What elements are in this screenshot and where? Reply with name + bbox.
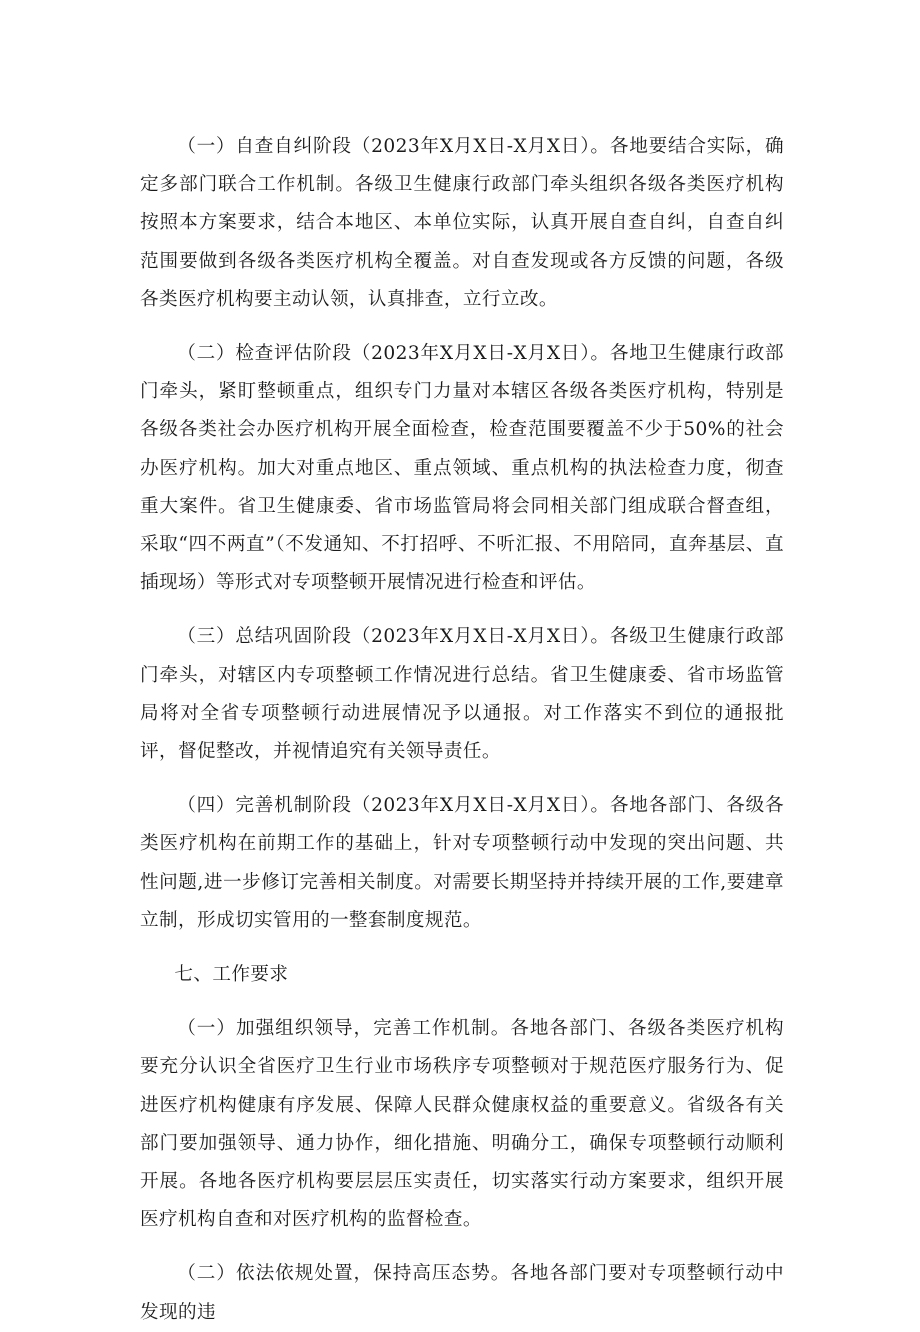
document-page — [140, 128, 784, 1332]
paragraph-phase-inspection-evaluation: （二）检查评估阶段（2023年X月X日-X月X日）。各地卫生健康行政部门牵头，紧盯整顿重点，组织专门力量对本辖区各级各类医疗机构，特别是各级各类社会办医疗机构开展全面检查，检查范围要覆盖不少于50%的社会办医疗机构。加大对重点地区、重点领域、重点机构的执法检查力度，彻查重大案件。省卫生健康委、省市场监管局将会同相关部门组成联合督查组，采取“四不两直”（不发通知、不打招呼、不听汇报、不用陪同，直奔基层、直插现场）等形式对专项整顿开展情况进行检查和评估。 — [140, 343, 784, 594]
paragraph-phase-summary-consolidation: （三）总结巩固阶段（2023年X月X日-X月X日）。各级卫生健康行政部门牵头，对辖区内专项整顿工作情况进行总结。省卫生健康委、省市场监管局将对全省专项整顿行动进展情况予以通报。对工作落实不到位的通报批评，督促整改，并视情追究有关领导责任。 — [140, 626, 784, 763]
paragraph-phase-self-inspection: （一）自查自纠阶段（2023年X月X日-X月X日）。各地要结合实际，确定多部门联合工作机制。各级卫生健康行政部门牵头组织各级各类医疗机构按照本方案要求，结合本地区、本单位实际，认真开展自查自纠，自查自纠范围要做到各级各类医疗机构全覆盖。对自查发现或各方反馈的问题，各级各类医疗机构要主动认领，认真排查，立行立改。 — [140, 136, 784, 310]
paragraph-phase-mechanism-improvement: （四）完善机制阶段（2023年X月X日-X月X日）。各地各部门、各级各类医疗机构在前期工作的基础上，针对专项整顿行动中发现的突出问题、共性问题,进一步修订完善相关制度。对需要长期坚持并持续开展的工作,要建章立制，形成切实管用的一整套制度规范。 — [140, 795, 784, 931]
paragraph-requirement-lawful-handling: （二）依法依规处置，保持高压态势。各地各部门要对专项整顿行动中发现的违 — [140, 1263, 784, 1323]
paragraph-requirement-leadership: （一）加强组织领导，完善工作机制。各地各部门、各级各类医疗机构要充分认识全省医疗卫生行业市场秩序专项整顿对于规范医疗服务行为、促进医疗机构健康有序发展、保障人民群众健康权益的重要意义。省级各有关部门要加强领导、通力协作，细化措施、明确分工，确保专项整顿行动顺利开展。各地各医疗机构要层层压实责任，切实落实行动方案要求，组织开展医疗机构自查和对医疗机构的监督检查。 — [140, 1018, 784, 1231]
section-heading-work-requirements: 七、工作要求 — [174, 964, 289, 986]
